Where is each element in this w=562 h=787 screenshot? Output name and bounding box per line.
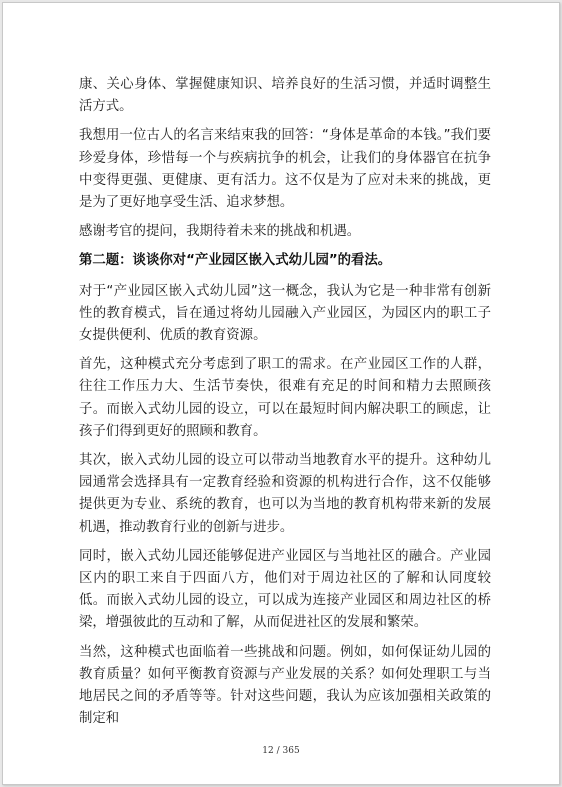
paragraph-3: 感谢考官的提问，我期待着未来的挑战和机遇。	[79, 224, 361, 240]
paragraph-5: 首先，这种模式充分考虑到了职工的需求。在产业园区工作的人群，往往工作压力大、生活节奏快，很难有充足的时间和精力去照顾孩子。而嵌入式幼儿园的设立，可以在最短时间内解决职工的顾虑，让孩子们得到更好的照顾和教育。	[79, 357, 491, 439]
page-content	[79, 74, 491, 737]
paragraph-7: 同时，嵌入式幼儿园还能够促进产业园区与当地社区的融合。产业园区内的职工来自于四面八方，他们对于周边社区的了解和认同度较低。而嵌入式幼儿园的设立，可以成为连接产业园区和周边社区的桥梁，增强彼此的互动和了解，从而促进社区的发展和繁荣。	[79, 548, 491, 631]
document-page	[2, 2, 560, 785]
paragraph-8: 当然，这种模式也面临着一些挑战和问题。例如，如何保证幼儿园的教育质量？如何平衡教育资源与产业发展的关系？如何处理职工与当地居民之间的矛盾等等。针对这些问题，我认为应该加强相关政策的制定和	[79, 644, 491, 727]
page-number: 12 / 365	[262, 746, 300, 756]
paragraph-6: 其次，嵌入式幼儿园的设立可以带动当地教育水平的提升。这种幼儿园通常会选择具有一定教育经验和资源的机构进行合作，这不仅能够提供更为专业、系统的教育，也可以为当地的教育机构带来新的发展机遇，推动教育行业的创新与进步。	[79, 453, 491, 535]
question-heading: 第二题：谈谈你对“产业园区嵌入式幼儿园”的看法。	[79, 253, 392, 269]
paragraph-2: 我想用一位古人的名言来结束我的回答：“身体是革命的本钱。”我们要珍爱身体，珍惜每一个与疾病抗争的机会，让我们的身体器官在抗争中变得更强、更健康、更有活力。这不仅是为了应对未来的挑战，更是为了更好地享受生活、追求梦想。	[79, 128, 491, 211]
paragraph-4: 对于“产业园区嵌入式幼儿园”这一概念，我认为它是一种非常有创新性的教育模式，旨在通过将幼儿园融入产业园区，为园区内的职工子女提供便利、优质的教育资源。	[79, 283, 491, 344]
paragraph-1: 康、关心身体、掌握健康知识、培养良好的生活习惯，并适时调整生活方式。	[79, 77, 491, 115]
